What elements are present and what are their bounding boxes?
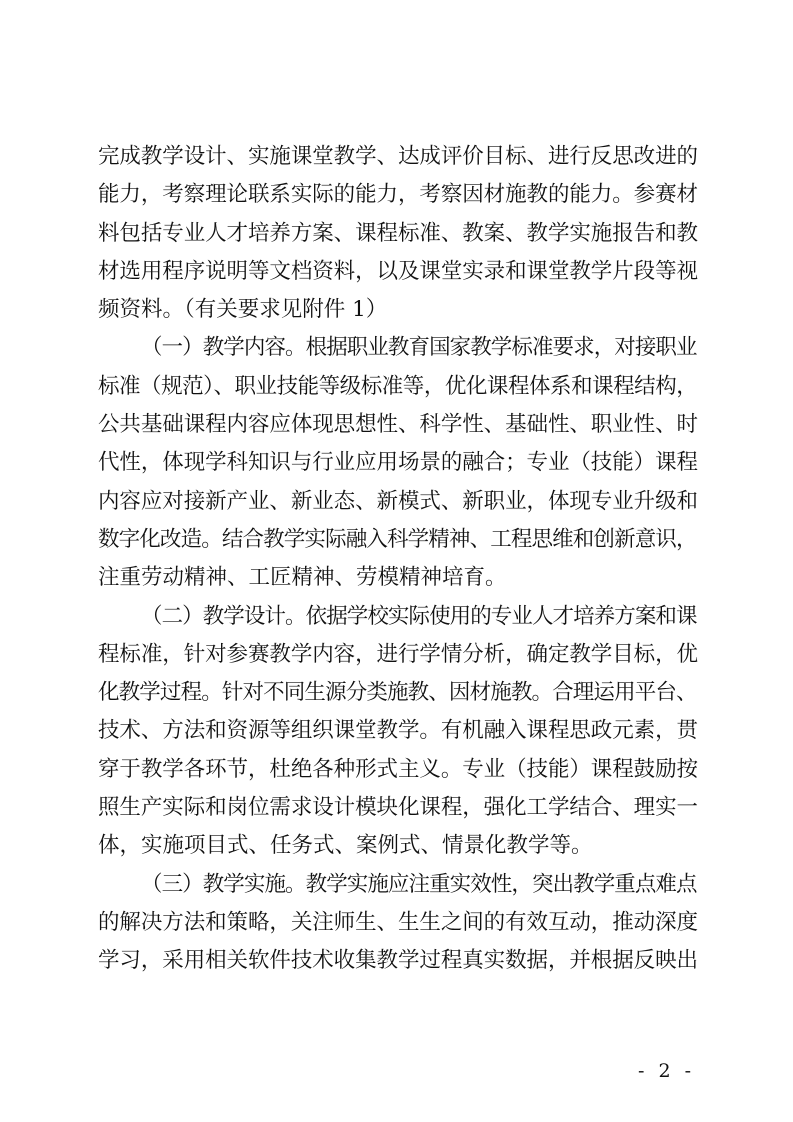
text-line: 学习，采用相关软件技术收集教学过程真实数据，并根据反映出 — [98, 948, 698, 974]
text-line: 体，实施项目式、任务式、案例式、情景化教学等。 — [98, 833, 593, 859]
body-text — [98, 138, 698, 981]
text-line: 数字化改造。结合教学实际融入科学精神、工程思维和创新意识， — [98, 526, 697, 552]
text-line: 内容应对接新产业、新业态、新模式、新职业，体现专业升级和 — [98, 488, 698, 514]
text-line: 的解决方法和策略，关注师生、生生之间的有效互动，推动深度 — [98, 909, 698, 935]
text-line: 料包括专业人才培养方案、课程标准、教案、教学实施报告和教 — [98, 220, 698, 246]
text-line: 材选用程序说明等文档资料，以及课堂实录和课堂教学片段等视 — [98, 258, 698, 284]
text-line: 程标准，针对参赛教学内容，进行学情分析，确定教学目标，优 — [98, 641, 698, 667]
text-line: 代性，体现学科知识与行业应用场景的融合；专业（技能）课程 — [98, 450, 698, 476]
text-line: 能力，考察理论联系实际的能力，考察因材施教的能力。参赛材 — [98, 182, 698, 208]
text-line: （二）教学设计。依据学校实际使用的专业人才培养方案和课 — [141, 603, 697, 629]
text-line: 频资料。（有关要求见附件 1） — [98, 297, 388, 323]
text-line: 注重劳动精神、工匠精神、劳模精神培育。 — [98, 565, 507, 591]
text-line: 完成教学设计、实施课堂教学、达成评价目标、进行反思改进的 — [98, 144, 698, 169]
text-line: 公共基础课程内容应体现思想性、科学性、基础性、职业性、时 — [98, 412, 698, 438]
text-line: （一）教学内容。根据职业教育国家教学标准要求，对接职业 — [141, 335, 697, 361]
text-line: 照生产实际和岗位需求设计模块化课程，强化工学结合、理实一 — [98, 795, 698, 821]
text-line: （三）教学实施。教学实施应注重实效性，突出教学重点难点 — [141, 871, 697, 897]
text-line: 标准（规范）、职业技能等级标准等，优化课程体系和课程结构， — [98, 373, 698, 399]
text-line: 穿于教学各环节，杜绝各种形式主义。专业（技能）课程鼓励按 — [98, 756, 698, 782]
page-number: - 2 - — [637, 1060, 695, 1082]
text-line: 化教学过程。针对不同生源分类施教、因材施教。合理运用平台、 — [98, 680, 697, 706]
text-line: 技术、方法和资源等组织课堂教学。有机融入课程思政元素，贯 — [98, 718, 698, 744]
